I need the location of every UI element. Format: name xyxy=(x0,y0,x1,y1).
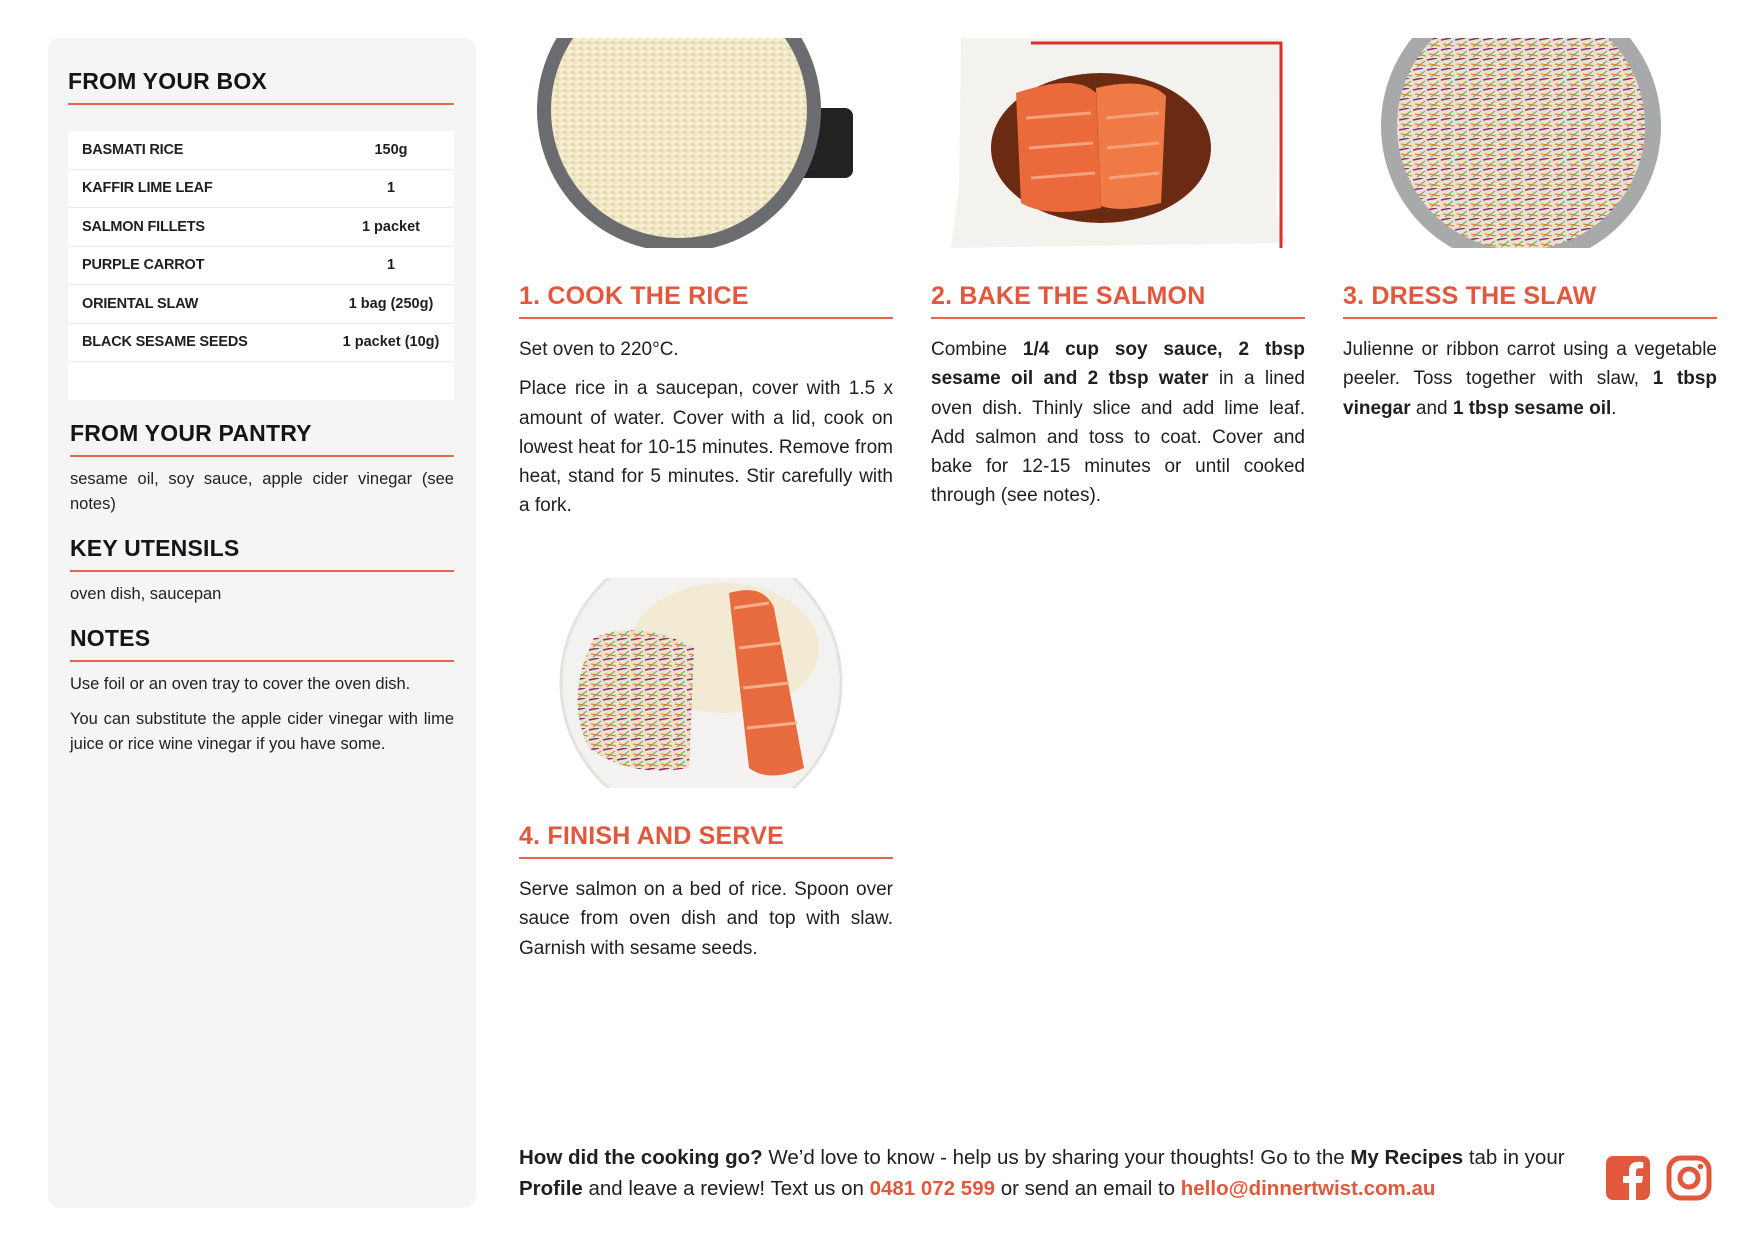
ingredient-name: BASMATI RICE xyxy=(82,141,184,158)
ingredient-qty: 1 packet (10g) xyxy=(342,334,440,351)
step-body xyxy=(519,875,893,963)
note-line: You can substitute the apple cider vinegar with lime juice or rice wine vinegar if you have some. xyxy=(70,710,454,753)
ingredient-qty: 1 bag (250g) xyxy=(348,295,434,312)
feedback-footer xyxy=(519,1142,1579,1204)
step-title: 2. BAKE THE SALMON xyxy=(931,282,1305,319)
ingredient-name: BLACK SESAME SEEDS xyxy=(82,334,248,351)
step-title: 1. COOK THE RICE xyxy=(519,282,893,319)
my-recipes-label: My Recipes xyxy=(1350,1146,1464,1169)
notes-section xyxy=(68,625,454,757)
step-text-part: in a lined oven dish. Thinly slice and add lime leaf. Add salmon and toss to coat. Cover and bake for 12-15 minutes or until cooked through (see notes). xyxy=(931,368,1306,507)
ingredients-sidebar xyxy=(48,38,476,1208)
step-title: 3. DRESS THE SLAW xyxy=(1343,282,1717,319)
table-row xyxy=(68,208,454,247)
pantry-section xyxy=(68,420,454,517)
pantry-text: sesame oil, soy sauce, apple cider vinegar (see notes) xyxy=(70,470,454,513)
rice-pot-photo xyxy=(519,38,893,248)
table-row xyxy=(68,131,454,170)
instagram-icon[interactable] xyxy=(1666,1155,1712,1201)
step-body xyxy=(1343,335,1717,423)
notes-heading: NOTES xyxy=(70,625,454,662)
plated-dish-photo xyxy=(519,578,893,788)
step-text-part: . xyxy=(1611,397,1617,419)
table-row xyxy=(68,170,454,209)
step-dress-slaw xyxy=(1343,38,1717,423)
step-cook-rice xyxy=(519,38,893,521)
table-row xyxy=(68,247,454,286)
email-link[interactable]: hello@dinnertwist.com.au xyxy=(1180,1177,1436,1200)
step-text: Serve salmon on a bed of rice. Spoon over sauce from oven dish and top with slaw. Garnish with sesame seeds. xyxy=(519,879,893,959)
footer-question: How did the cooking go? xyxy=(519,1146,763,1169)
step-text-part: Combine xyxy=(931,339,1023,360)
table-spacer xyxy=(68,362,454,400)
ingredient-qty: 1 xyxy=(386,257,396,274)
profile-label: Profile xyxy=(519,1177,583,1200)
step-body xyxy=(931,335,1305,511)
footer-text: and leave a review! Text us on xyxy=(582,1177,870,1200)
ingredient-qty: 1 xyxy=(386,180,396,197)
ingredient-name: ORIENTAL SLAW xyxy=(82,295,199,312)
step-text: Place rice in a saucepan, cover with 1.5 x amount of water. Cover with a lid, cook on lowest heat for 10-15 minutes. Remove from heat, stand for 5 minutes. Stir carefully with a fork. xyxy=(519,378,893,517)
footer-text: tab in your xyxy=(1463,1146,1565,1169)
footer-text: We’d love to know - help us by sharing your thoughts! Go to the xyxy=(762,1146,1351,1169)
facebook-icon[interactable] xyxy=(1605,1155,1651,1201)
table-row xyxy=(68,285,454,324)
from-your-box-table xyxy=(68,131,454,400)
step-finish-serve xyxy=(519,578,893,963)
step-text-part: and xyxy=(1410,397,1453,419)
step-text-bold: 1 tbsp sesame oil xyxy=(1452,397,1612,419)
utensils-section xyxy=(68,535,454,607)
step-text: Set oven to 220°C. xyxy=(519,339,679,360)
utensils-text: oven dish, saucepan xyxy=(70,585,222,603)
ingredient-qty: 150g xyxy=(374,141,408,158)
ingredient-name: SALMON FILLETS xyxy=(82,218,205,235)
ingredient-name: KAFFIR LIME LEAF xyxy=(82,180,213,197)
step-bake-salmon xyxy=(931,38,1305,511)
table-row xyxy=(68,324,454,363)
utensils-heading: KEY UTENSILS xyxy=(70,535,454,572)
step-body xyxy=(519,335,893,521)
step-text xyxy=(931,335,1305,511)
pantry-heading: FROM YOUR PANTRY xyxy=(70,420,454,457)
footer-text: or send an email to xyxy=(995,1177,1181,1200)
salmon-dish-photo xyxy=(931,38,1305,248)
ingredient-name: PURPLE CARROT xyxy=(82,257,205,274)
step-text xyxy=(1343,335,1717,423)
step-text-bold: 1 tbsp vinegar xyxy=(1343,368,1717,419)
ingredient-qty: 1 packet xyxy=(361,218,421,235)
step-text-bold: 1/4 cup soy sauce, 2 tbsp sesame oil and 2 tbsp water xyxy=(931,339,1305,390)
from-your-box-heading: FROM YOUR BOX xyxy=(68,68,454,105)
slaw-bowl-photo xyxy=(1343,38,1717,248)
note-line: Use foil or an oven tray to cover the oven dish. xyxy=(70,675,411,693)
phone-link[interactable]: 0481 072 599 xyxy=(869,1177,995,1200)
step-title: 4. FINISH AND SERVE xyxy=(519,822,893,859)
step-text-part: Julienne or ribbon carrot using a vegetable peeler. Toss together with slaw, xyxy=(1343,339,1717,390)
